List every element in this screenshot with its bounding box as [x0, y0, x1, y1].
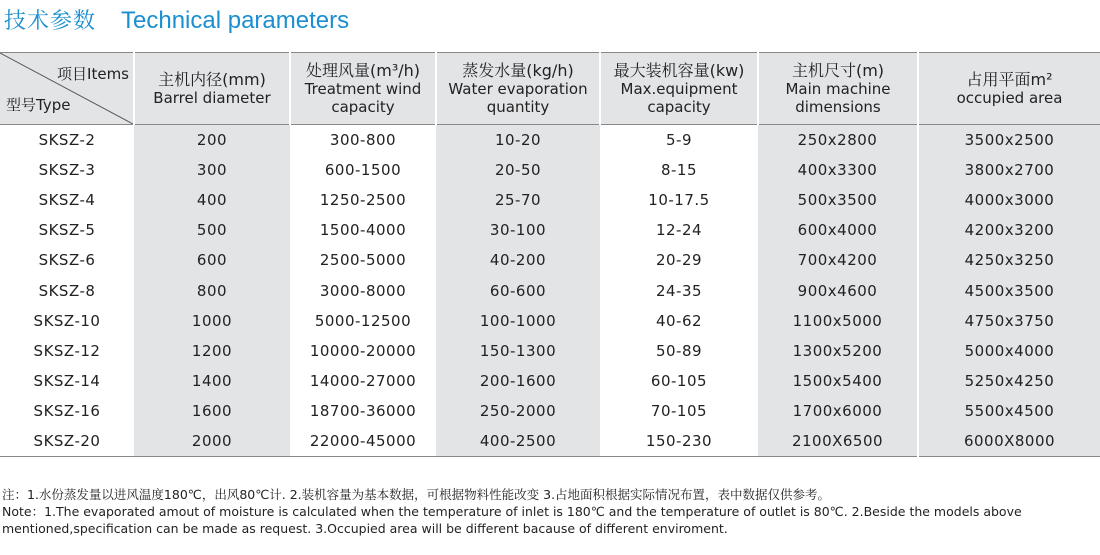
cell-occupied-area: 3800x2700 [918, 155, 1100, 185]
cell-wind-capacity: 18700-36000 [309, 402, 417, 421]
title-english: Technical parameters [121, 7, 350, 34]
header-dimensions [758, 53, 918, 125]
cell-max-capacity: 60-105 [650, 372, 708, 391]
corner-items-label: 项目Items [57, 65, 129, 83]
header-zh: 最大装机容量(kw) [613, 60, 745, 80]
cell-barrel-diameter: 500 [134, 215, 290, 245]
notes-section [2, 486, 1098, 537]
cell-water-evaporation: 200-1600 [436, 366, 600, 396]
cell-water-evaporation: 30-100 [436, 215, 600, 245]
cell-barrel-diameter: 1000 [134, 306, 290, 336]
cell-water-evaporation: 20-50 [436, 155, 600, 185]
cell-max-capacity: 24-35 [655, 281, 703, 300]
header-wind-capacity [290, 53, 436, 125]
cell-max-capacity: 5-9 [666, 130, 692, 149]
cell-model: SKSZ-3 [38, 160, 96, 179]
header-en: Main machine dimensions [785, 79, 891, 116]
cell-model: SKSZ-20 [0, 426, 134, 456]
cell-max-capacity: 50-89 [655, 341, 703, 360]
header-zh: 占用平面m² [966, 69, 1053, 89]
cell-wind-capacity: 600-1500 [324, 160, 402, 179]
header-zh: 蒸发水量(kg/h) [462, 60, 574, 80]
cell-model: SKSZ-4 [38, 190, 96, 209]
table-row [0, 155, 1100, 185]
cell-model: SKSZ-8 [38, 281, 96, 300]
header-max-capacity [600, 53, 758, 125]
cell-dimensions: 1500x5400 [758, 366, 918, 396]
cell-occupied-area: 4250x3250 [918, 245, 1100, 275]
header-water-evaporation [436, 53, 600, 125]
cell-barrel-diameter: 200 [134, 125, 290, 155]
cell-dimensions: 900x4600 [758, 275, 918, 305]
header-en: Water evaporation quantity [448, 79, 588, 116]
cell-dimensions: 250x2800 [758, 125, 918, 155]
table-body [0, 125, 1100, 457]
cell-occupied-area: 4200x3200 [918, 215, 1100, 245]
header-zh: 主机内径(mm) [158, 69, 266, 89]
table-row [0, 245, 1100, 275]
cell-water-evaporation: 400-2500 [436, 426, 600, 456]
cell-model: SKSZ-2 [38, 130, 96, 149]
note-chinese: 注：1.水份蒸发量以进风温度180℃，出风80℃计. 2.装机容量为基本数据，可根据物料性能改变 3.占地面积根据实际情况布置，表中数据仅供参考。 [2, 487, 831, 502]
cell-occupied-area: 5500x4500 [918, 396, 1100, 426]
cell-model: SKSZ-6 [38, 251, 96, 270]
cell-max-capacity: 8-15 [660, 160, 698, 179]
cell-water-evaporation: 25-70 [436, 185, 600, 215]
parameters-table [0, 52, 1100, 457]
cell-wind-capacity: 14000-27000 [309, 372, 417, 391]
table-row [0, 185, 1100, 215]
cell-water-evaporation: 250-2000 [436, 396, 600, 426]
cell-dimensions: 1100x5000 [758, 306, 918, 336]
cell-dimensions: 2100X6500 [758, 426, 918, 456]
cell-barrel-diameter: 2000 [134, 426, 290, 456]
header-corner [0, 53, 134, 125]
cell-barrel-diameter: 1200 [134, 336, 290, 366]
cell-max-capacity: 150-230 [600, 426, 758, 456]
table-row [0, 306, 1100, 336]
header-zh: 处理风量(m³/h) [305, 60, 421, 80]
cell-occupied-area: 4750x3750 [918, 306, 1100, 336]
cell-max-capacity: 10-17.5 [648, 190, 710, 209]
table-row [0, 336, 1100, 366]
cell-barrel-diameter: 600 [134, 245, 290, 275]
page-title [4, 4, 349, 34]
table-row [0, 426, 1100, 456]
cell-water-evaporation: 150-1300 [436, 336, 600, 366]
cell-occupied-area: 6000X8000 [918, 426, 1100, 456]
cell-model: SKSZ-10 [33, 311, 101, 330]
header-zh: 主机尺寸(m) [791, 60, 885, 80]
corner-type-label: 型号Type [6, 96, 71, 114]
cell-wind-capacity: 10000-20000 [309, 341, 417, 360]
cell-wind-capacity: 1500-4000 [319, 221, 407, 240]
cell-wind-capacity: 2500-5000 [319, 251, 407, 270]
cell-water-evaporation: 40-200 [436, 245, 600, 275]
cell-wind-capacity: 5000-12500 [314, 311, 412, 330]
cell-occupied-area: 5250x4250 [918, 366, 1100, 396]
cell-dimensions: 700x4200 [758, 245, 918, 275]
cell-wind-capacity: 22000-45000 [290, 426, 436, 456]
header-en: Treatment wind capacity [304, 79, 422, 116]
header-en: occupied area [956, 88, 1063, 107]
cell-barrel-diameter: 300 [134, 155, 290, 185]
cell-wind-capacity: 1250-2500 [319, 190, 407, 209]
cell-max-capacity: 70-105 [650, 402, 708, 421]
cell-occupied-area: 4500x3500 [918, 275, 1100, 305]
cell-occupied-area: 5000x4000 [918, 336, 1100, 366]
cell-water-evaporation: 10-20 [436, 125, 600, 155]
cell-max-capacity: 40-62 [655, 311, 703, 330]
cell-max-capacity: 12-24 [655, 221, 703, 240]
table-row [0, 366, 1100, 396]
table-row [0, 215, 1100, 245]
cell-water-evaporation: 60-600 [436, 275, 600, 305]
cell-barrel-diameter: 1400 [134, 366, 290, 396]
cell-model: SKSZ-5 [38, 221, 96, 240]
cell-model: SKSZ-16 [33, 402, 101, 421]
cell-water-evaporation: 100-1000 [436, 306, 600, 336]
cell-wind-capacity: 3000-8000 [319, 281, 407, 300]
cell-max-capacity: 20-29 [655, 251, 703, 270]
table-row [0, 125, 1100, 155]
header-en: Barrel diameter [153, 88, 271, 107]
cell-model: SKSZ-12 [33, 341, 101, 360]
cell-wind-capacity: 300-800 [329, 130, 397, 149]
cell-dimensions: 1700x6000 [758, 396, 918, 426]
cell-dimensions: 1300x5200 [758, 336, 918, 366]
header-barrel-diameter [134, 53, 290, 125]
cell-dimensions: 600x4000 [758, 215, 918, 245]
note-english: Note：1.The evaporated amout of moisture is calculated when the temperature of inlet is 180℃ and the temperature of outlet is 80℃. 2.Beside the models above mentioned,specification can be made as request. 3.Occupied area will be different bacause of different enviroment. [2, 504, 1022, 536]
cell-barrel-diameter: 400 [134, 185, 290, 215]
table-header [0, 53, 1100, 125]
cell-barrel-diameter: 800 [134, 275, 290, 305]
cell-occupied-area: 3500x2500 [918, 125, 1100, 155]
cell-dimensions: 400x3300 [758, 155, 918, 185]
table-row [0, 396, 1100, 426]
header-en: Max.equipment capacity [620, 79, 738, 116]
title-chinese: 技术参数 [4, 9, 97, 34]
cell-dimensions: 500x3500 [758, 185, 918, 215]
header-occupied-area [918, 53, 1100, 125]
table-row [0, 275, 1100, 305]
cell-model: SKSZ-14 [33, 372, 101, 391]
cell-barrel-diameter: 1600 [134, 396, 290, 426]
cell-occupied-area: 4000x3000 [918, 185, 1100, 215]
